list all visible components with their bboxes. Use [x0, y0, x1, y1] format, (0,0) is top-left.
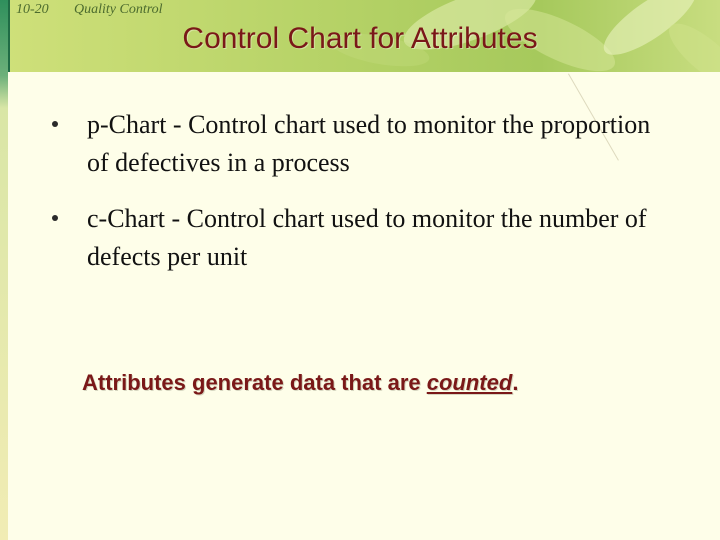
- footer-note-emphasis: counted: [426, 370, 513, 395]
- footer-note-suffix: .: [512, 370, 519, 395]
- bullet-icon: [52, 215, 58, 221]
- footer-note-prefix: Attributes generate data that are: [82, 370, 427, 395]
- course-title: Quality Control: [74, 2, 163, 17]
- bullet-text: c-Chart - Control chart used to monitor the number of defects per unit: [87, 204, 647, 271]
- slide-number: 10-20: [16, 2, 49, 17]
- left-accent-stripe: [0, 0, 8, 540]
- bullet-text: p-Chart - Control chart used to monitor the proportion of defectives in a process: [87, 110, 651, 177]
- page-title: [0, 22, 720, 56]
- page-title-text: Control Chart for Attributes: [182, 22, 538, 55]
- bullet-item-p-chart: [52, 106, 672, 182]
- footer-note: [82, 370, 518, 396]
- bullet-icon: [52, 121, 58, 127]
- bullet-item-c-chart: [52, 200, 672, 276]
